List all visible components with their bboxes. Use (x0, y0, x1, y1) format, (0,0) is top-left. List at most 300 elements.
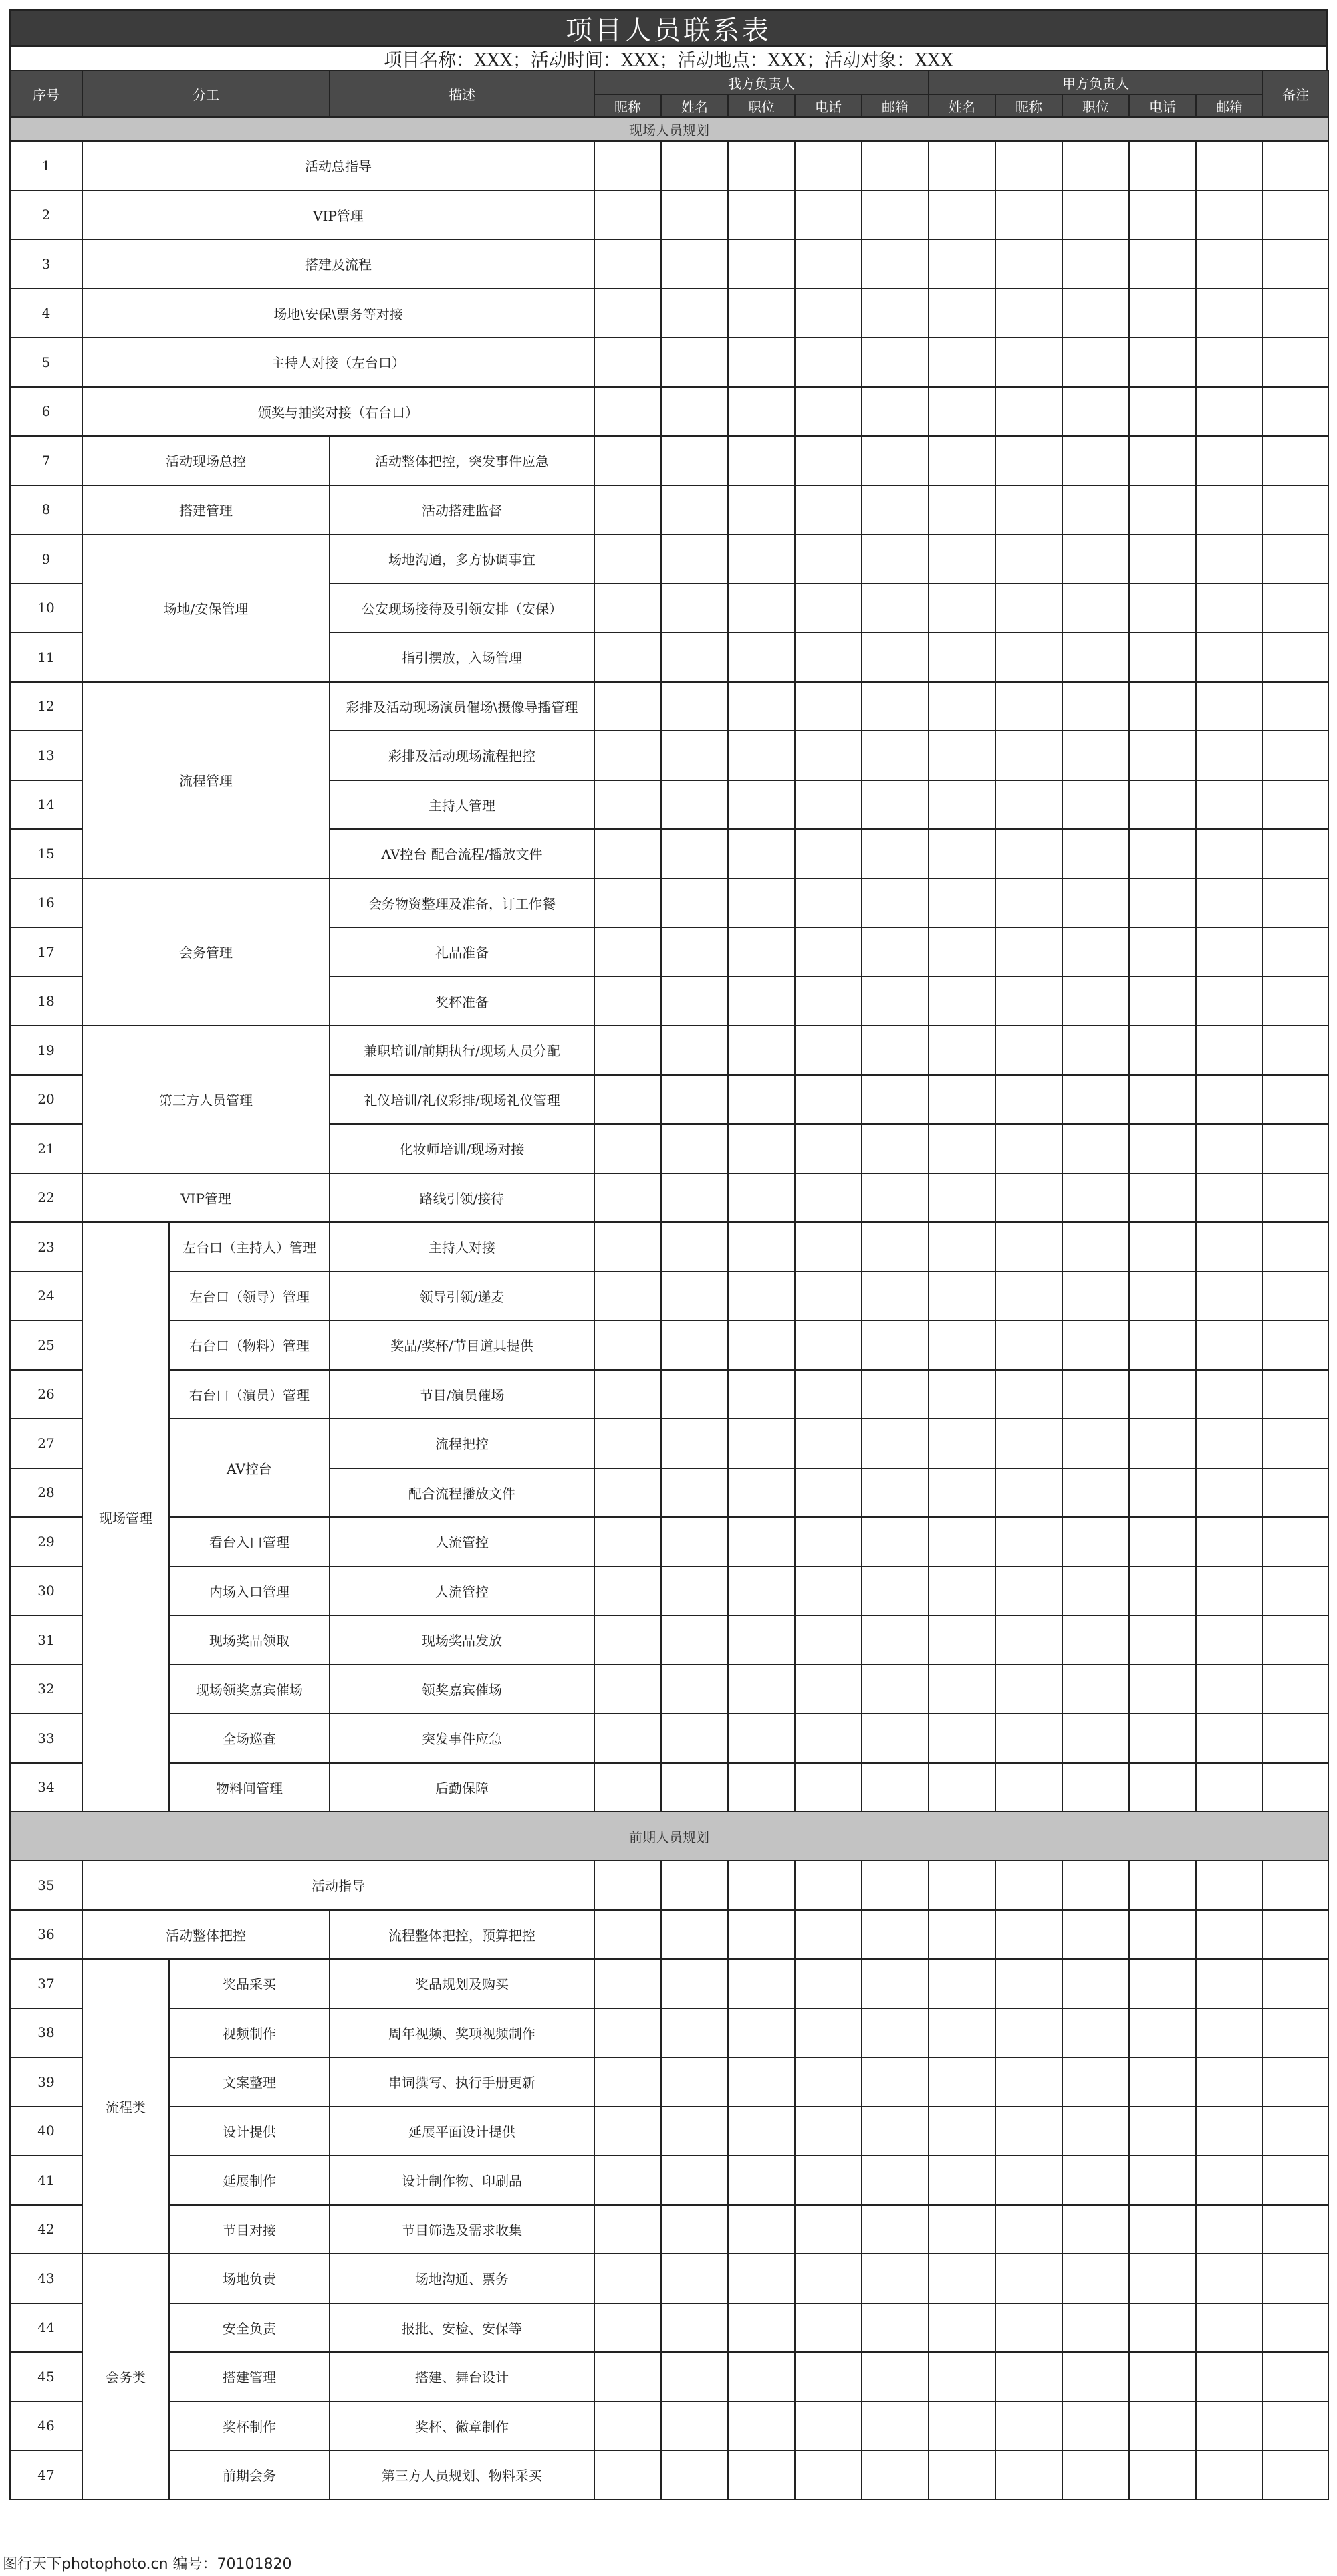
client-email-cell[interactable] (1196, 977, 1263, 1026)
client-phone-cell[interactable] (1129, 1419, 1196, 1468)
our-phone-cell[interactable] (795, 977, 862, 1026)
our-email-cell[interactable] (862, 191, 929, 240)
our-phone-cell[interactable] (795, 1615, 862, 1665)
our-email-cell[interactable] (862, 1861, 929, 1910)
client-email-cell[interactable] (1196, 1665, 1263, 1714)
client-name-cell[interactable] (929, 1026, 995, 1075)
remark-cell[interactable] (1263, 2303, 1328, 2353)
our-name-cell[interactable] (661, 731, 728, 780)
client-nickname-cell[interactable] (995, 1714, 1062, 1763)
our-position-cell[interactable] (728, 2450, 795, 2500)
client-name-cell[interactable] (929, 2107, 995, 2156)
our-phone-cell[interactable] (795, 1026, 862, 1075)
our-email-cell[interactable] (862, 1665, 929, 1714)
client-position-cell[interactable] (1062, 191, 1129, 240)
our-position-cell[interactable] (728, 977, 795, 1026)
client-phone-cell[interactable] (1129, 1714, 1196, 1763)
our-phone-cell[interactable] (795, 436, 862, 485)
client-name-cell[interactable] (929, 1763, 995, 1812)
client-position-cell[interactable] (1062, 632, 1129, 682)
remark-cell[interactable] (1263, 1665, 1328, 1714)
our-email-cell[interactable] (862, 2155, 929, 2205)
remark-cell[interactable] (1263, 2057, 1328, 2107)
remark-cell[interactable] (1263, 338, 1328, 387)
our-nickname-cell[interactable] (594, 780, 661, 830)
our-position-cell[interactable] (728, 289, 795, 338)
remark-cell[interactable] (1263, 485, 1328, 535)
client-position-cell[interactable] (1062, 1861, 1129, 1910)
client-position-cell[interactable] (1062, 1370, 1129, 1419)
client-name-cell[interactable] (929, 2450, 995, 2500)
our-position-cell[interactable] (728, 829, 795, 879)
client-phone-cell[interactable] (1129, 2107, 1196, 2156)
remark-cell[interactable] (1263, 1272, 1328, 1321)
client-phone-cell[interactable] (1129, 2205, 1196, 2254)
our-name-cell[interactable] (661, 1566, 728, 1616)
our-phone-cell[interactable] (795, 1419, 862, 1468)
client-email-cell[interactable] (1196, 485, 1263, 535)
client-nickname-cell[interactable] (995, 1026, 1062, 1075)
our-position-cell[interactable] (728, 1861, 795, 1910)
our-position-cell[interactable] (728, 1222, 795, 1272)
our-email-cell[interactable] (862, 1959, 929, 2008)
client-name-cell[interactable] (929, 239, 995, 289)
client-name-cell[interactable] (929, 1861, 995, 1910)
our-phone-cell[interactable] (795, 1763, 862, 1812)
our-position-cell[interactable] (728, 731, 795, 780)
client-nickname-cell[interactable] (995, 2303, 1062, 2353)
client-email-cell[interactable] (1196, 1861, 1263, 1910)
remark-cell[interactable] (1263, 1075, 1328, 1125)
our-phone-cell[interactable] (795, 2008, 862, 2058)
client-email-cell[interactable] (1196, 2008, 1263, 2058)
client-phone-cell[interactable] (1129, 1075, 1196, 1125)
client-phone-cell[interactable] (1129, 1615, 1196, 1665)
our-nickname-cell[interactable] (594, 879, 661, 928)
client-nickname-cell[interactable] (995, 2205, 1062, 2254)
our-nickname-cell[interactable] (594, 1272, 661, 1321)
client-position-cell[interactable] (1062, 1714, 1129, 1763)
client-phone-cell[interactable] (1129, 436, 1196, 485)
our-nickname-cell[interactable] (594, 731, 661, 780)
our-email-cell[interactable] (862, 289, 929, 338)
our-email-cell[interactable] (862, 338, 929, 387)
our-nickname-cell[interactable] (594, 2107, 661, 2156)
our-nickname-cell[interactable] (594, 1959, 661, 2008)
our-phone-cell[interactable] (795, 584, 862, 633)
client-nickname-cell[interactable] (995, 1124, 1062, 1173)
our-position-cell[interactable] (728, 485, 795, 535)
our-name-cell[interactable] (661, 1419, 728, 1468)
our-name-cell[interactable] (661, 829, 728, 879)
remark-cell[interactable] (1263, 1959, 1328, 2008)
remark-cell[interactable] (1263, 977, 1328, 1026)
our-nickname-cell[interactable] (594, 387, 661, 437)
our-name-cell[interactable] (661, 1959, 728, 2008)
client-position-cell[interactable] (1062, 2155, 1129, 2205)
our-phone-cell[interactable] (795, 2303, 862, 2353)
client-email-cell[interactable] (1196, 436, 1263, 485)
our-name-cell[interactable] (661, 191, 728, 240)
our-name-cell[interactable] (661, 1763, 728, 1812)
client-nickname-cell[interactable] (995, 829, 1062, 879)
our-nickname-cell[interactable] (594, 1517, 661, 1566)
our-name-cell[interactable] (661, 977, 728, 1026)
client-email-cell[interactable] (1196, 1615, 1263, 1665)
client-email-cell[interactable] (1196, 731, 1263, 780)
client-email-cell[interactable] (1196, 534, 1263, 584)
our-position-cell[interactable] (728, 1468, 795, 1518)
our-phone-cell[interactable] (795, 1665, 862, 1714)
client-name-cell[interactable] (929, 632, 995, 682)
our-position-cell[interactable] (728, 2057, 795, 2107)
remark-cell[interactable] (1263, 239, 1328, 289)
client-nickname-cell[interactable] (995, 1517, 1062, 1566)
our-nickname-cell[interactable] (594, 1566, 661, 1616)
client-nickname-cell[interactable] (995, 584, 1062, 633)
our-email-cell[interactable] (862, 1320, 929, 1370)
client-position-cell[interactable] (1062, 1910, 1129, 1960)
client-email-cell[interactable] (1196, 2402, 1263, 2451)
our-email-cell[interactable] (862, 485, 929, 535)
our-position-cell[interactable] (728, 1272, 795, 1321)
our-nickname-cell[interactable] (594, 2155, 661, 2205)
our-position-cell[interactable] (728, 1026, 795, 1075)
our-phone-cell[interactable] (795, 879, 862, 928)
remark-cell[interactable] (1263, 682, 1328, 731)
client-email-cell[interactable] (1196, 1566, 1263, 1616)
client-phone-cell[interactable] (1129, 1959, 1196, 2008)
client-nickname-cell[interactable] (995, 191, 1062, 240)
remark-cell[interactable] (1263, 1173, 1328, 1223)
our-email-cell[interactable] (862, 1468, 929, 1518)
our-name-cell[interactable] (661, 2254, 728, 2303)
client-nickname-cell[interactable] (995, 387, 1062, 437)
client-nickname-cell[interactable] (995, 1665, 1062, 1714)
our-position-cell[interactable] (728, 2254, 795, 2303)
our-nickname-cell[interactable] (594, 191, 661, 240)
client-name-cell[interactable] (929, 1419, 995, 1468)
our-nickname-cell[interactable] (594, 1222, 661, 1272)
our-email-cell[interactable] (862, 2303, 929, 2353)
our-phone-cell[interactable] (795, 927, 862, 977)
our-phone-cell[interactable] (795, 1959, 862, 2008)
client-phone-cell[interactable] (1129, 682, 1196, 731)
our-phone-cell[interactable] (795, 1320, 862, 1370)
our-name-cell[interactable] (661, 1468, 728, 1518)
client-nickname-cell[interactable] (995, 338, 1062, 387)
client-name-cell[interactable] (929, 534, 995, 584)
remark-cell[interactable] (1263, 1517, 1328, 1566)
client-phone-cell[interactable] (1129, 1517, 1196, 1566)
our-phone-cell[interactable] (795, 1370, 862, 1419)
our-nickname-cell[interactable] (594, 1075, 661, 1125)
client-phone-cell[interactable] (1129, 1124, 1196, 1173)
our-name-cell[interactable] (661, 1075, 728, 1125)
our-position-cell[interactable] (728, 1615, 795, 1665)
our-position-cell[interactable] (728, 879, 795, 928)
our-phone-cell[interactable] (795, 2402, 862, 2451)
our-phone-cell[interactable] (795, 2450, 862, 2500)
client-email-cell[interactable] (1196, 239, 1263, 289)
client-name-cell[interactable] (929, 141, 995, 191)
client-phone-cell[interactable] (1129, 387, 1196, 437)
our-email-cell[interactable] (862, 584, 929, 633)
our-name-cell[interactable] (661, 632, 728, 682)
client-name-cell[interactable] (929, 2205, 995, 2254)
our-nickname-cell[interactable] (594, 534, 661, 584)
client-nickname-cell[interactable] (995, 1566, 1062, 1616)
client-position-cell[interactable] (1062, 387, 1129, 437)
remark-cell[interactable] (1263, 1910, 1328, 1960)
client-name-cell[interactable] (929, 1959, 995, 2008)
our-email-cell[interactable] (862, 2107, 929, 2156)
our-name-cell[interactable] (661, 1615, 728, 1665)
client-name-cell[interactable] (929, 1910, 995, 1960)
our-email-cell[interactable] (862, 1026, 929, 1075)
client-position-cell[interactable] (1062, 2303, 1129, 2353)
client-name-cell[interactable] (929, 191, 995, 240)
client-nickname-cell[interactable] (995, 2352, 1062, 2402)
client-phone-cell[interactable] (1129, 485, 1196, 535)
our-nickname-cell[interactable] (594, 927, 661, 977)
client-name-cell[interactable] (929, 1124, 995, 1173)
client-position-cell[interactable] (1062, 534, 1129, 584)
client-email-cell[interactable] (1196, 1026, 1263, 1075)
remark-cell[interactable] (1263, 879, 1328, 928)
our-phone-cell[interactable] (795, 1861, 862, 1910)
client-phone-cell[interactable] (1129, 927, 1196, 977)
our-nickname-cell[interactable] (594, 2205, 661, 2254)
our-position-cell[interactable] (728, 436, 795, 485)
our-email-cell[interactable] (862, 2450, 929, 2500)
client-nickname-cell[interactable] (995, 1910, 1062, 1960)
our-position-cell[interactable] (728, 2107, 795, 2156)
our-email-cell[interactable] (862, 1615, 929, 1665)
client-name-cell[interactable] (929, 2155, 995, 2205)
our-phone-cell[interactable] (795, 289, 862, 338)
our-position-cell[interactable] (728, 2303, 795, 2353)
our-nickname-cell[interactable] (594, 2450, 661, 2500)
our-email-cell[interactable] (862, 829, 929, 879)
client-name-cell[interactable] (929, 485, 995, 535)
our-position-cell[interactable] (728, 1419, 795, 1468)
our-phone-cell[interactable] (795, 534, 862, 584)
client-nickname-cell[interactable] (995, 1419, 1062, 1468)
client-email-cell[interactable] (1196, 2303, 1263, 2353)
our-phone-cell[interactable] (795, 632, 862, 682)
client-email-cell[interactable] (1196, 2057, 1263, 2107)
client-email-cell[interactable] (1196, 879, 1263, 928)
client-nickname-cell[interactable] (995, 1272, 1062, 1321)
our-phone-cell[interactable] (795, 141, 862, 191)
our-name-cell[interactable] (661, 2205, 728, 2254)
our-email-cell[interactable] (862, 436, 929, 485)
remark-cell[interactable] (1263, 584, 1328, 633)
client-position-cell[interactable] (1062, 977, 1129, 1026)
client-position-cell[interactable] (1062, 1026, 1129, 1075)
client-name-cell[interactable] (929, 1468, 995, 1518)
client-nickname-cell[interactable] (995, 1222, 1062, 1272)
client-nickname-cell[interactable] (995, 436, 1062, 485)
client-position-cell[interactable] (1062, 780, 1129, 830)
client-position-cell[interactable] (1062, 731, 1129, 780)
our-email-cell[interactable] (862, 387, 929, 437)
our-email-cell[interactable] (862, 927, 929, 977)
remark-cell[interactable] (1263, 289, 1328, 338)
our-nickname-cell[interactable] (594, 1173, 661, 1223)
our-email-cell[interactable] (862, 1222, 929, 1272)
our-name-cell[interactable] (661, 141, 728, 191)
client-nickname-cell[interactable] (995, 1370, 1062, 1419)
client-email-cell[interactable] (1196, 829, 1263, 879)
client-email-cell[interactable] (1196, 289, 1263, 338)
remark-cell[interactable] (1263, 387, 1328, 437)
our-name-cell[interactable] (661, 485, 728, 535)
client-phone-cell[interactable] (1129, 2450, 1196, 2500)
client-email-cell[interactable] (1196, 338, 1263, 387)
our-email-cell[interactable] (862, 1075, 929, 1125)
our-phone-cell[interactable] (795, 1714, 862, 1763)
remark-cell[interactable] (1263, 2008, 1328, 2058)
client-email-cell[interactable] (1196, 1222, 1263, 1272)
our-nickname-cell[interactable] (594, 1320, 661, 1370)
client-nickname-cell[interactable] (995, 1173, 1062, 1223)
client-phone-cell[interactable] (1129, 2402, 1196, 2451)
remark-cell[interactable] (1263, 829, 1328, 879)
our-name-cell[interactable] (661, 1861, 728, 1910)
our-name-cell[interactable] (661, 584, 728, 633)
our-phone-cell[interactable] (795, 387, 862, 437)
remark-cell[interactable] (1263, 2107, 1328, 2156)
client-email-cell[interactable] (1196, 1910, 1263, 1960)
our-nickname-cell[interactable] (594, 829, 661, 879)
client-phone-cell[interactable] (1129, 1763, 1196, 1812)
remark-cell[interactable] (1263, 2155, 1328, 2205)
client-name-cell[interactable] (929, 1075, 995, 1125)
remark-cell[interactable] (1263, 1124, 1328, 1173)
our-name-cell[interactable] (661, 1910, 728, 1960)
client-nickname-cell[interactable] (995, 239, 1062, 289)
our-phone-cell[interactable] (795, 1468, 862, 1518)
client-email-cell[interactable] (1196, 1468, 1263, 1518)
our-name-cell[interactable] (661, 1665, 728, 1714)
client-position-cell[interactable] (1062, 1272, 1129, 1321)
client-phone-cell[interactable] (1129, 191, 1196, 240)
client-position-cell[interactable] (1062, 338, 1129, 387)
client-phone-cell[interactable] (1129, 1026, 1196, 1075)
client-phone-cell[interactable] (1129, 338, 1196, 387)
remark-cell[interactable] (1263, 1468, 1328, 1518)
our-email-cell[interactable] (862, 2352, 929, 2402)
our-position-cell[interactable] (728, 1124, 795, 1173)
our-position-cell[interactable] (728, 1763, 795, 1812)
client-phone-cell[interactable] (1129, 879, 1196, 928)
client-name-cell[interactable] (929, 1222, 995, 1272)
client-email-cell[interactable] (1196, 1370, 1263, 1419)
client-phone-cell[interactable] (1129, 977, 1196, 1026)
our-email-cell[interactable] (862, 1517, 929, 1566)
our-name-cell[interactable] (661, 338, 728, 387)
client-name-cell[interactable] (929, 387, 995, 437)
our-email-cell[interactable] (862, 2205, 929, 2254)
client-phone-cell[interactable] (1129, 2057, 1196, 2107)
our-phone-cell[interactable] (795, 1222, 862, 1272)
client-position-cell[interactable] (1062, 2008, 1129, 2058)
client-position-cell[interactable] (1062, 1124, 1129, 1173)
client-position-cell[interactable] (1062, 1419, 1129, 1468)
our-email-cell[interactable] (862, 239, 929, 289)
remark-cell[interactable] (1263, 731, 1328, 780)
our-position-cell[interactable] (728, 584, 795, 633)
client-phone-cell[interactable] (1129, 2254, 1196, 2303)
client-email-cell[interactable] (1196, 191, 1263, 240)
our-email-cell[interactable] (862, 1124, 929, 1173)
client-nickname-cell[interactable] (995, 780, 1062, 830)
client-name-cell[interactable] (929, 2008, 995, 2058)
remark-cell[interactable] (1263, 1026, 1328, 1075)
client-phone-cell[interactable] (1129, 1370, 1196, 1419)
our-name-cell[interactable] (661, 1026, 728, 1075)
client-phone-cell[interactable] (1129, 1665, 1196, 1714)
our-position-cell[interactable] (728, 2008, 795, 2058)
client-phone-cell[interactable] (1129, 1861, 1196, 1910)
client-name-cell[interactable] (929, 731, 995, 780)
client-name-cell[interactable] (929, 977, 995, 1026)
client-email-cell[interactable] (1196, 1714, 1263, 1763)
client-email-cell[interactable] (1196, 927, 1263, 977)
our-nickname-cell[interactable] (594, 1419, 661, 1468)
client-name-cell[interactable] (929, 780, 995, 830)
our-position-cell[interactable] (728, 2352, 795, 2402)
our-position-cell[interactable] (728, 2402, 795, 2451)
client-email-cell[interactable] (1196, 1173, 1263, 1223)
our-position-cell[interactable] (728, 1517, 795, 1566)
client-position-cell[interactable] (1062, 879, 1129, 928)
our-position-cell[interactable] (728, 239, 795, 289)
our-position-cell[interactable] (728, 780, 795, 830)
our-email-cell[interactable] (862, 731, 929, 780)
client-name-cell[interactable] (929, 1566, 995, 1616)
our-nickname-cell[interactable] (594, 1861, 661, 1910)
our-name-cell[interactable] (661, 1320, 728, 1370)
our-phone-cell[interactable] (795, 682, 862, 731)
client-nickname-cell[interactable] (995, 2155, 1062, 2205)
client-position-cell[interactable] (1062, 1075, 1129, 1125)
our-nickname-cell[interactable] (594, 2402, 661, 2451)
our-phone-cell[interactable] (795, 1566, 862, 1616)
client-name-cell[interactable] (929, 1320, 995, 1370)
our-phone-cell[interactable] (795, 780, 862, 830)
client-nickname-cell[interactable] (995, 141, 1062, 191)
client-nickname-cell[interactable] (995, 977, 1062, 1026)
our-phone-cell[interactable] (795, 2352, 862, 2402)
our-position-cell[interactable] (728, 191, 795, 240)
our-phone-cell[interactable] (795, 2254, 862, 2303)
our-name-cell[interactable] (661, 289, 728, 338)
our-nickname-cell[interactable] (594, 584, 661, 633)
remark-cell[interactable] (1263, 141, 1328, 191)
client-nickname-cell[interactable] (995, 2402, 1062, 2451)
remark-cell[interactable] (1263, 436, 1328, 485)
client-position-cell[interactable] (1062, 1468, 1129, 1518)
remark-cell[interactable] (1263, 1615, 1328, 1665)
client-name-cell[interactable] (929, 879, 995, 928)
client-phone-cell[interactable] (1129, 1468, 1196, 1518)
client-position-cell[interactable] (1062, 1763, 1129, 1812)
client-nickname-cell[interactable] (995, 2450, 1062, 2500)
our-nickname-cell[interactable] (594, 141, 661, 191)
